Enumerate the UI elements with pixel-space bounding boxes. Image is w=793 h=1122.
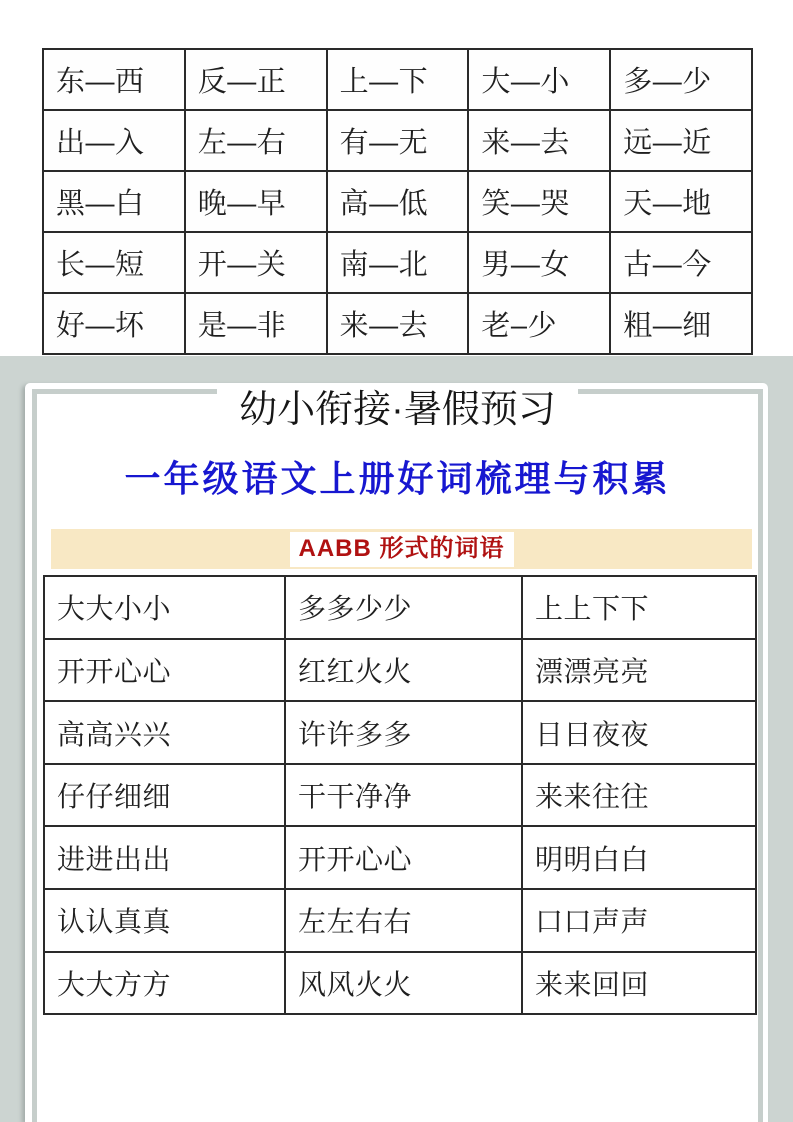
antonym-pair-cell: 古—今 [610, 232, 752, 293]
worksheet-page-frame [32, 389, 763, 1122]
table-row [43, 293, 752, 354]
antonym-pair-cell: 笑—哭 [468, 171, 610, 232]
antonym-pair-cell: 好—坏 [43, 293, 185, 354]
antonym-pair-cell: 来—去 [468, 110, 610, 171]
aabb-words-table [43, 575, 757, 1015]
aabb-word-cell: 明明白白 [522, 826, 756, 889]
aabb-word-cell: 漂漂亮亮 [522, 639, 756, 702]
antonym-pair-cell: 上—下 [327, 49, 469, 110]
antonym-table [42, 48, 753, 355]
aabb-word-cell: 多多少少 [285, 576, 522, 639]
table-row [44, 889, 756, 952]
aabb-word-cell: 大大方方 [44, 952, 285, 1015]
aabb-word-cell: 上上下下 [522, 576, 756, 639]
antonym-pair-cell: 多—少 [610, 49, 752, 110]
antonym-pair-cell: 大—小 [468, 49, 610, 110]
antonym-pair-cell: 左—右 [185, 110, 327, 171]
antonym-pair-cell: 晚—早 [185, 171, 327, 232]
title-block [37, 388, 758, 434]
aabb-word-cell: 来来往往 [522, 764, 756, 827]
table-row [44, 826, 756, 889]
section-header-banner [51, 529, 752, 569]
table-row [44, 952, 756, 1015]
worksheet-page [25, 383, 768, 1122]
antonym-pair-cell: 东—西 [43, 49, 185, 110]
antonym-pair-cell: 高—低 [327, 171, 469, 232]
antonym-pair-cell: 来—去 [327, 293, 469, 354]
aabb-word-cell: 左左右右 [285, 889, 522, 952]
aabb-word-cell: 风风火火 [285, 952, 522, 1015]
antonym-pair-cell: 粗—细 [610, 293, 752, 354]
aabb-word-cell: 开开心心 [285, 826, 522, 889]
aabb-word-cell: 许许多多 [285, 701, 522, 764]
page-subtitle: 一年级语文上册好词梳理与积累 [124, 458, 671, 499]
antonym-pair-cell: 开—关 [185, 232, 327, 293]
aabb-word-cell: 口口声声 [522, 889, 756, 952]
table-row [44, 764, 756, 827]
table-row [43, 110, 752, 171]
aabb-word-cell: 仔仔细细 [44, 764, 285, 827]
aabb-word-cell: 红红火火 [285, 639, 522, 702]
table-row [44, 576, 756, 639]
aabb-word-cell: 开开心心 [44, 639, 285, 702]
aabb-word-cell: 来来回回 [522, 952, 756, 1015]
aabb-word-cell: 高高兴兴 [44, 701, 285, 764]
antonym-pair-cell: 天—地 [610, 171, 752, 232]
antonym-pair-cell: 南—北 [327, 232, 469, 293]
table-row [44, 701, 756, 764]
aabb-word-cell: 认认真真 [44, 889, 285, 952]
aabb-word-cell: 干干净净 [285, 764, 522, 827]
table-row [43, 49, 752, 110]
antonym-pair-cell: 出—入 [43, 110, 185, 171]
aabb-word-cell: 进进出出 [44, 826, 285, 889]
antonym-pair-cell: 有—无 [327, 110, 469, 171]
table-row [43, 171, 752, 232]
antonym-pair-cell: 长—短 [43, 232, 185, 293]
antonym-pair-cell: 老–少 [468, 293, 610, 354]
aabb-word-cell: 日日夜夜 [522, 701, 756, 764]
section-header-label: AABB 形式的词语 [290, 532, 514, 567]
page-title: 幼小衔接·暑假预习 [217, 388, 578, 434]
antonym-pair-cell: 远—近 [610, 110, 752, 171]
antonym-pair-cell: 黑—白 [43, 171, 185, 232]
aabb-word-cell: 大大小小 [44, 576, 285, 639]
antonym-section [0, 0, 793, 356]
antonym-pair-cell: 是—非 [185, 293, 327, 354]
antonym-pair-cell: 男—女 [468, 232, 610, 293]
table-row [43, 232, 752, 293]
table-row [44, 639, 756, 702]
antonym-pair-cell: 反—正 [185, 49, 327, 110]
